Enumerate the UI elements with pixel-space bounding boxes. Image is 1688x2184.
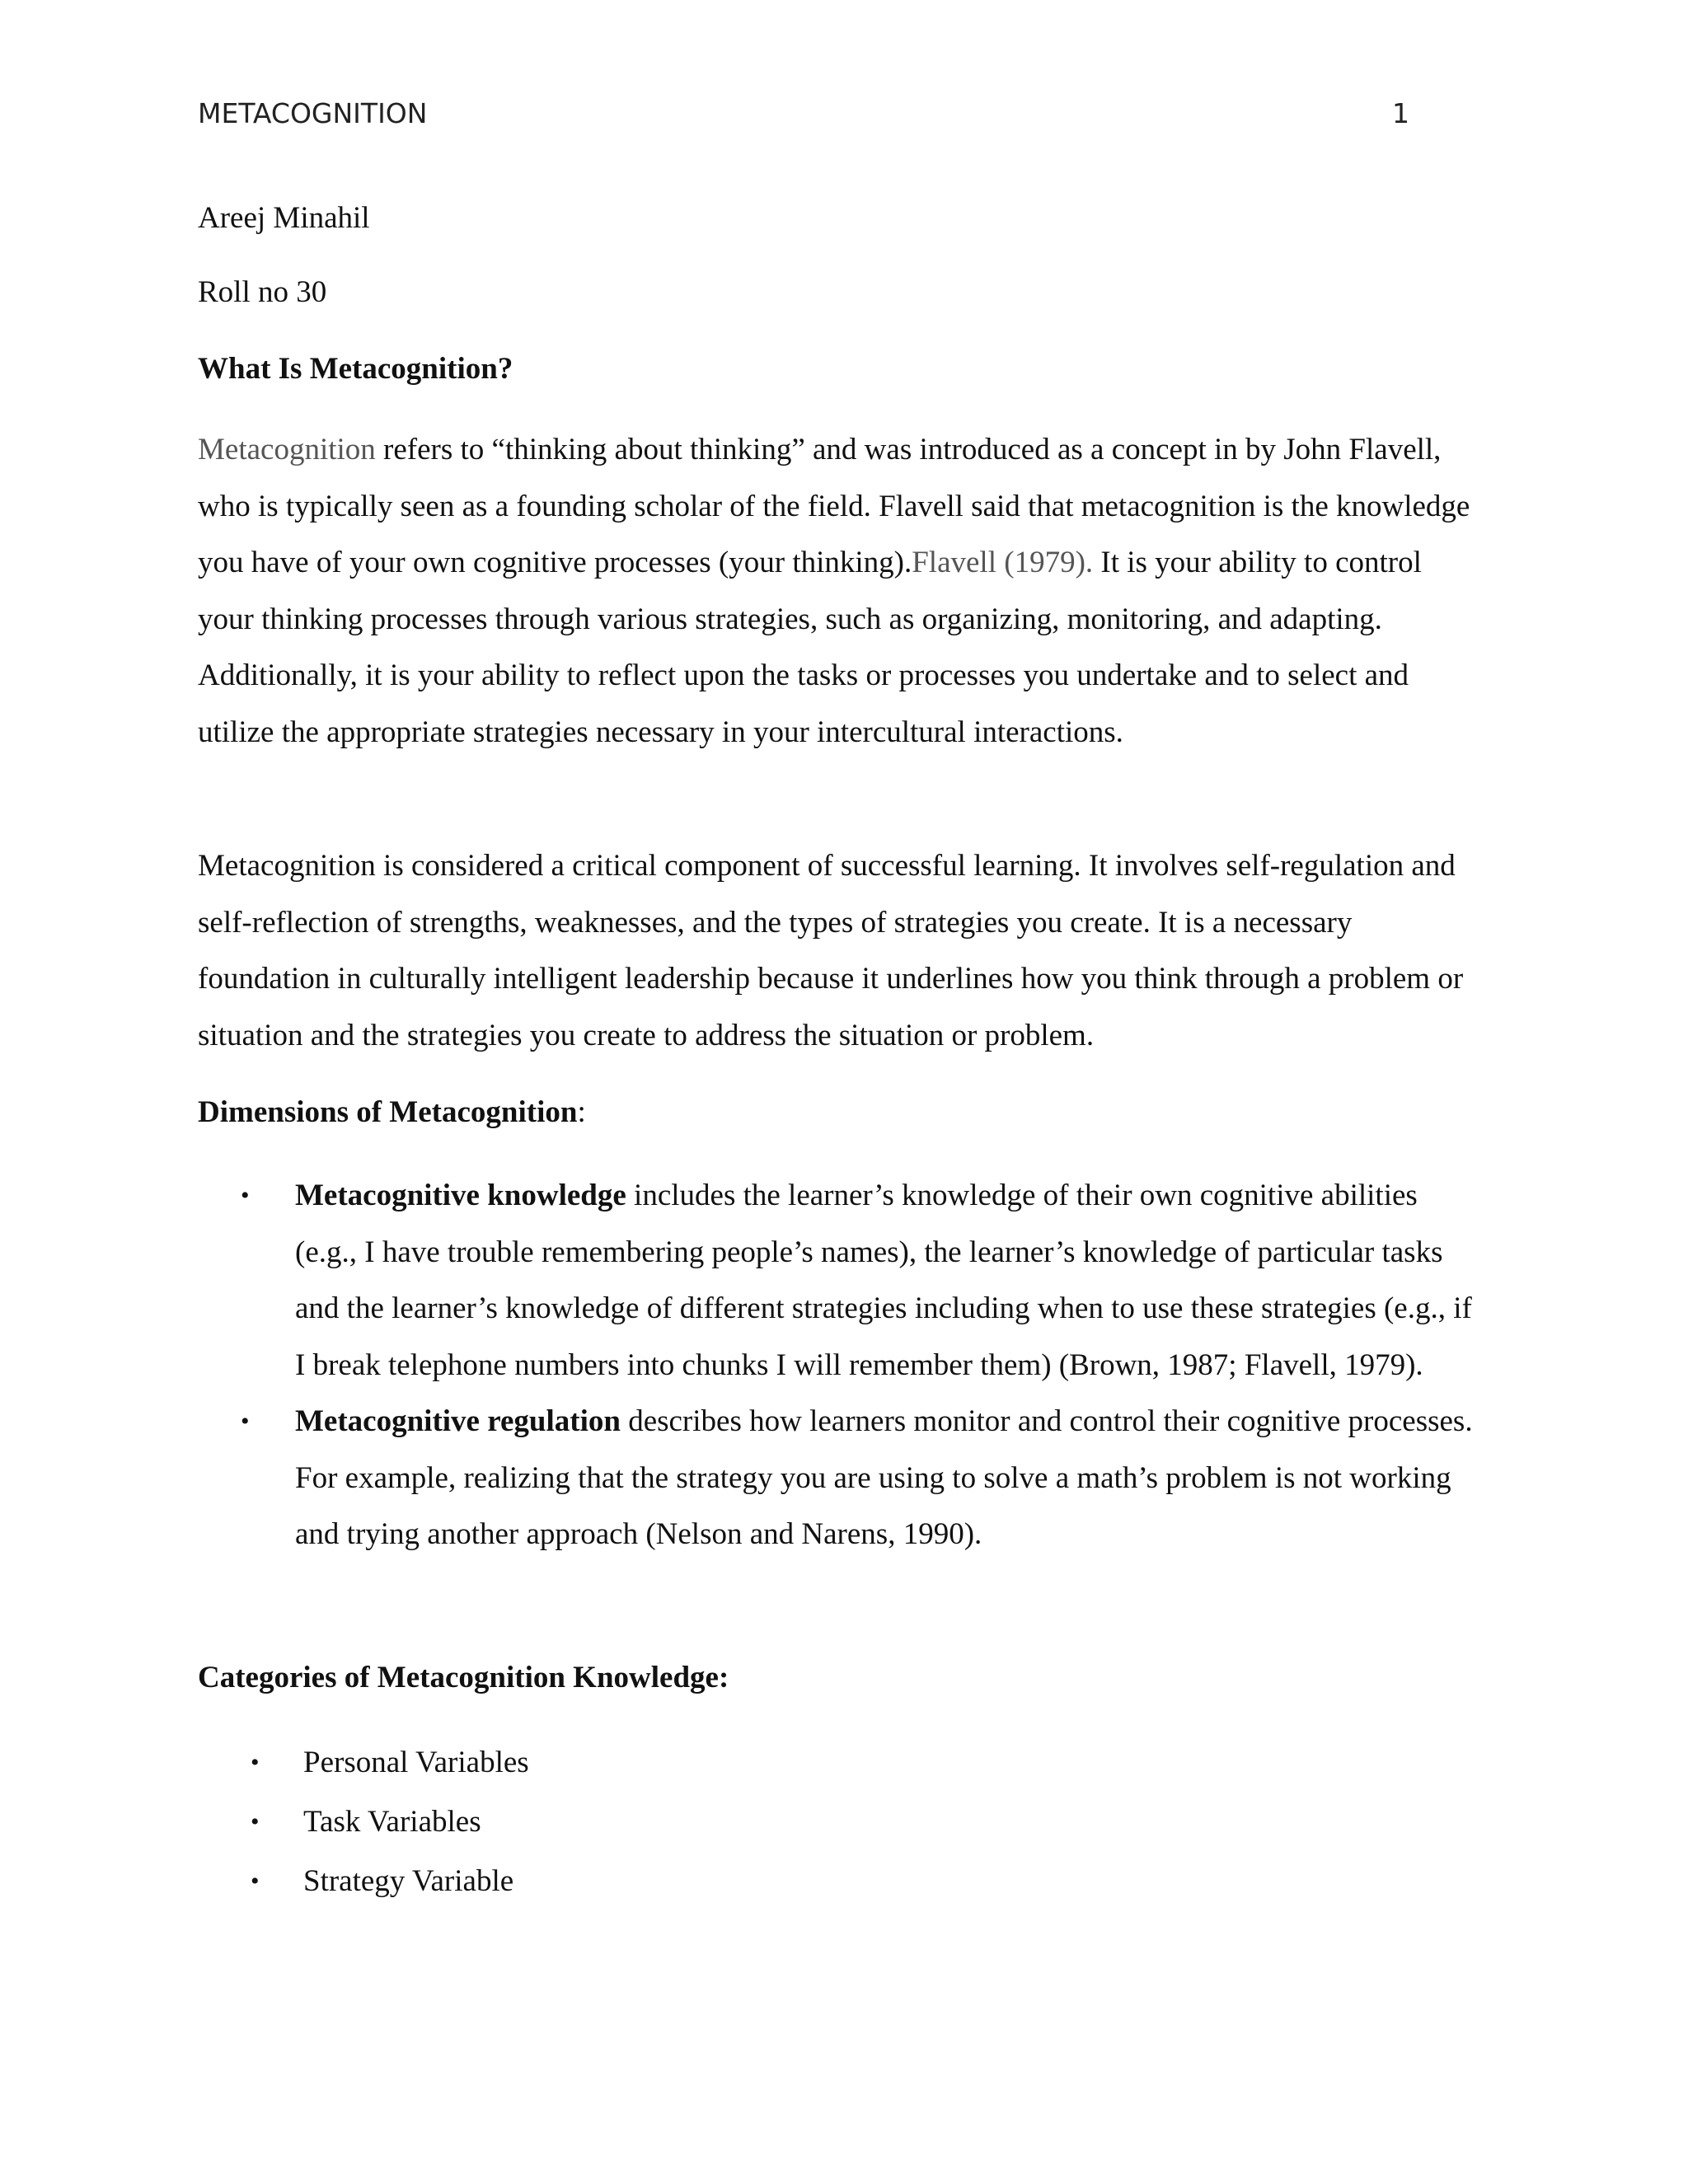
list-item bbox=[198, 1394, 1484, 1563]
roll-number: Roll no 30 bbox=[198, 275, 327, 309]
dimensions-list bbox=[198, 1168, 1484, 1563]
running-head: METACOGNITION bbox=[198, 97, 428, 129]
bullet-icon: • bbox=[251, 1808, 260, 1835]
paragraph-lead-term: Metacognition bbox=[198, 433, 376, 466]
list-item bbox=[198, 1794, 940, 1854]
paragraph-text-continued: It is your ability to control your thinking processes through various strategies, such as organizing, monitoring, and adapting. Additionally, it is your ability to reflect upon the tasks or processes you undertake and to select and utilize the appropriate strategies necessary in your intercultural interactions. bbox=[198, 546, 1422, 749]
citation: Flavell (1979). bbox=[912, 546, 1094, 579]
bullet-icon: • bbox=[241, 1182, 250, 1209]
list-item-text: Task Variables bbox=[303, 1805, 481, 1839]
author-name: Areej Minahil bbox=[198, 201, 370, 235]
section-heading-what-is: What Is Metacognition? bbox=[198, 352, 513, 386]
list-item-text: Personal Variables bbox=[303, 1746, 529, 1779]
list-item bbox=[198, 1735, 940, 1794]
list-item bbox=[198, 1854, 940, 1913]
list-item-term: Metacognitive knowledge bbox=[295, 1179, 626, 1212]
section-heading-dimensions-text: Dimensions of Metacognition bbox=[198, 1095, 578, 1129]
categories-list bbox=[198, 1735, 940, 1913]
list-item bbox=[198, 1168, 1484, 1394]
list-item-text: includes the learner’s knowledge of their own cognitive abilities (e.g., I have trouble remembering people’s names), the learner’s knowledge of particular tasks and the learner’s knowledge of different strategies including when to use these strategies (e.g., if I break telephone numbers into chunks I will remember them) (Brown, 1987; Flavell, 1979). bbox=[295, 1179, 1472, 1382]
bullet-icon: • bbox=[251, 1749, 260, 1776]
list-item-text: describes how learners monitor and control their cognitive processes. For example, realizing that the strategy you are using to solve a math’s problem is not working and trying another approach (Nelson and Narens, 1990). bbox=[295, 1404, 1473, 1551]
section-heading-dimensions bbox=[198, 1085, 1484, 1141]
section-heading-categories: Categories of Metacognition Knowledge: bbox=[198, 1661, 729, 1694]
paragraph-definition bbox=[198, 422, 1484, 761]
paragraph-importance: Metacognition is considered a critical component of successful learning. It involves self-regulation and self-reflection of strengths, weaknesses, and the types of strategies you create. It is a necessary foundation in culturally intelligent leadership because it underlines how you think through a problem or situation and the strategies you create to address the situation or problem. bbox=[198, 849, 1464, 1052]
list-item-text: Strategy Variable bbox=[303, 1864, 514, 1898]
bullet-icon: • bbox=[251, 1868, 260, 1895]
list-item-term: Metacognitive regulation bbox=[295, 1404, 621, 1438]
paragraph-text: refers to “thinking about thinking” and was introduced as a concept in by John Flavell, who is typically seen as a founding scholar of the field. Flavell said that metacognition is the knowledge you have of your own cognitive processes (your thinking). bbox=[198, 433, 1470, 579]
heading-colon: : bbox=[577, 1095, 586, 1129]
bullet-icon: • bbox=[241, 1408, 250, 1435]
page-number: 1 bbox=[1392, 97, 1409, 129]
